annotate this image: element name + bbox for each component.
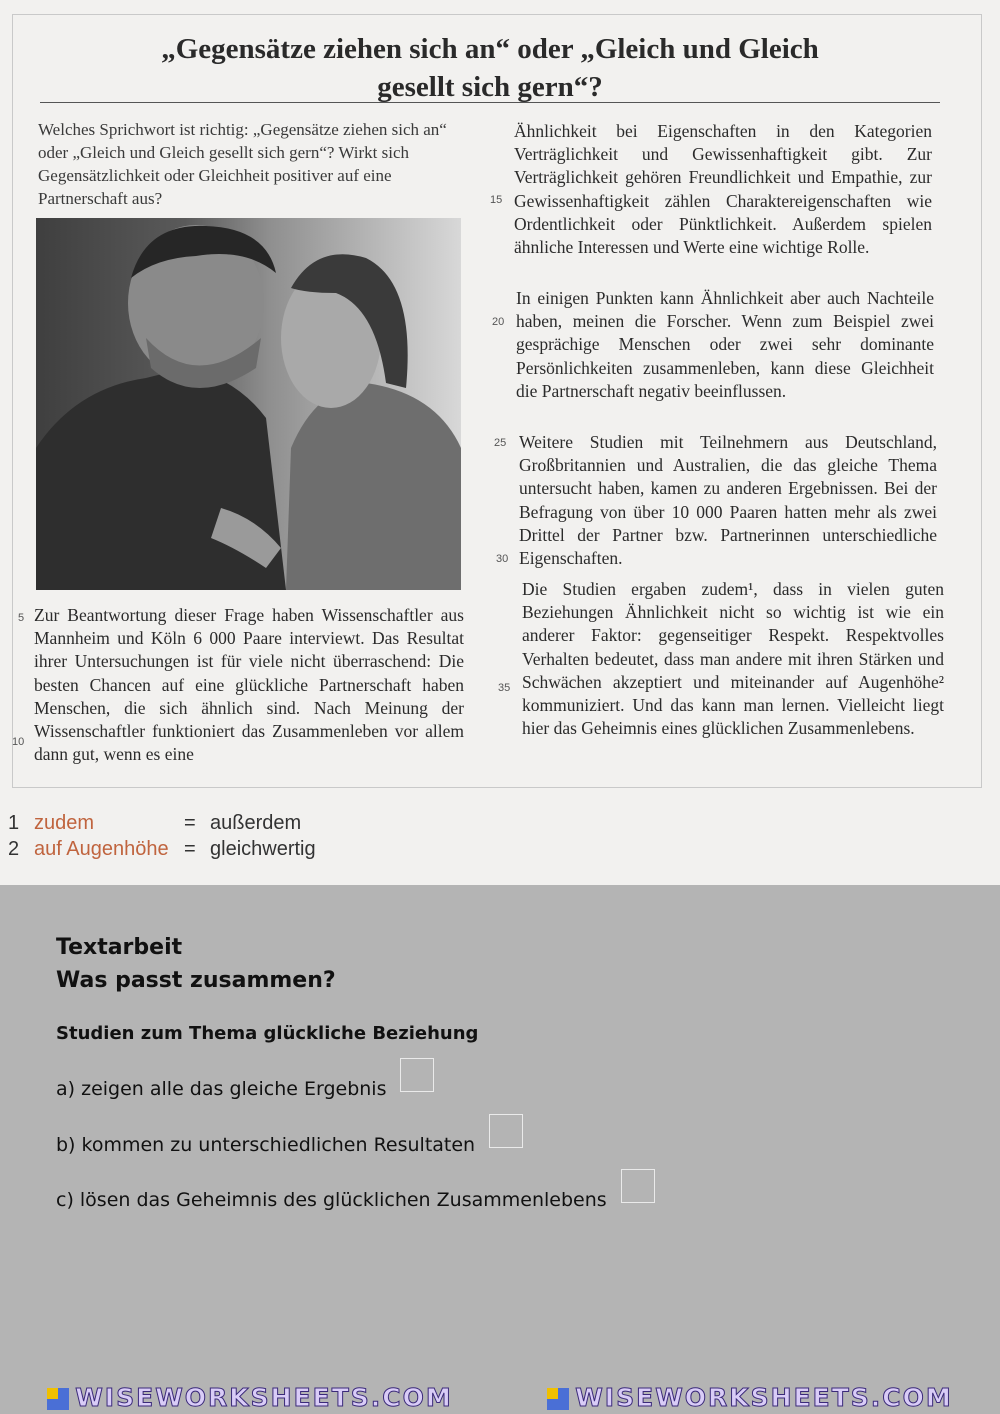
exercise-question: Was passt zusammen? xyxy=(56,968,336,993)
glossary-number: 1 xyxy=(8,812,20,834)
footer-text-1: WISEWORKSHEETS.COM xyxy=(75,1383,453,1412)
paragraph-3: In einigen Punkten kann Ähnlichkeit aber auch Nachteile haben, meinen die Forscher. Wenn zum Beispiel zwei gesprächige Menschen oder zwei sehr dominante Persönlichkeiten zusammenleben, kann diese Gleichheit die Partnerschaft negativ beeinflussen. xyxy=(516,288,934,401)
glossary-term: auf Augenhöhe xyxy=(34,838,169,860)
paragraph-1: Zur Beantwortung dieser Frage haben Wissenschaftler aus Mannheim und Köln 6 000 Paare interviewt. Das Resultat ihrer Untersuchungen ist für viele nicht überraschend: Die besten Chancen auf eine glückliche Partnerschaft haben Menschen, die sich ähnlich sind. Nach Meinung der Wissenschaftler funktioniert das Zusammenleben vor allem dann gut, wenn es eine xyxy=(34,605,464,765)
glossary-item-1 xyxy=(8,812,301,835)
option-a xyxy=(56,1078,434,1100)
footer-brand-2 xyxy=(547,1383,953,1412)
line-number-25: 25 xyxy=(494,437,507,449)
paragraph-5: Die Studien ergaben zudem¹, dass in vielen guten Beziehungen Ähnlichkeit nicht so wichtig ist wie ein anderer Faktor: gegenseitiger Respekt. Respektvolles Verhalten bedeutet, dass man andere mit ihren Stärken und Schwächen akzeptiert und miteinander auf Augenhöhe² kommuniziert. Und das kann man lernen. Vielleicht liegt hier das Geheimnis eines glücklichen Zusammenlebens. xyxy=(522,579,944,739)
line-number-30: 30 xyxy=(496,553,509,565)
line-number-10: 10 xyxy=(12,736,25,748)
footer-banner xyxy=(0,1381,1000,1414)
exercise-heading: Textarbeit xyxy=(56,935,183,960)
title-line-2: gesellt sich gern“? xyxy=(377,71,603,103)
line-number-15: 15 xyxy=(490,194,503,206)
paragraph-2: Ähnlichkeit bei Eigenschaften in den Kategorien Verträglichkeit und Gewissenhaftigkeit gibt. Zur Verträglichkeit gehören Freundlichkeit und Empathie, zur Gewissenhaftigkeit zählen Charaktereigenschaften wie Ordentlichkeit oder Pünktlichkeit. Außerdem spielen ähnliche Interessen und Werte eine wichtige Rolle. xyxy=(514,121,932,258)
footer-brand-1 xyxy=(47,1383,453,1412)
option-c xyxy=(56,1189,655,1211)
glossary-meaning: außerdem xyxy=(210,812,302,834)
option-c-label: c) lösen das Geheimnis des glücklichen Zusammenlebens xyxy=(56,1189,607,1211)
line-number-35: 35 xyxy=(498,682,511,694)
article-title xyxy=(60,30,920,106)
exercise-subheading: Studien zum Thema glückliche Beziehung xyxy=(56,1023,479,1044)
option-a-checkbox[interactable] xyxy=(400,1058,434,1092)
option-b xyxy=(56,1134,523,1156)
glossary-number: 2 xyxy=(8,838,20,860)
option-b-checkbox[interactable] xyxy=(489,1114,523,1148)
title-line-1: „Gegensätze ziehen sich an“ oder „Gleich und Gleich xyxy=(161,33,819,65)
wiseworksheets-logo-icon xyxy=(47,1388,69,1410)
glossary-term: zudem xyxy=(34,812,95,834)
footer-text-2: WISEWORKSHEETS.COM xyxy=(575,1383,953,1412)
line-number-5: 5 xyxy=(18,612,25,624)
glossary-equals: = xyxy=(184,812,196,834)
couple-photo-illustration xyxy=(36,218,461,590)
option-c-checkbox[interactable] xyxy=(621,1169,655,1203)
line-number-20: 20 xyxy=(492,316,505,328)
wiseworksheets-logo-icon xyxy=(547,1388,569,1410)
option-a-label: a) zeigen alle das gleiche Ergebnis xyxy=(56,1078,387,1100)
glossary-item-2 xyxy=(8,838,316,861)
title-divider xyxy=(40,102,940,103)
couple-photo xyxy=(36,218,461,590)
option-b-label: b) kommen zu unterschiedlichen Resultaten xyxy=(56,1134,476,1156)
glossary-equals: = xyxy=(184,838,196,860)
intro-question: Welches Sprichwort ist richtig: „Gegensätze ziehen sich an“ oder „Gleich und Gleich gesellt sich gern“? Wirkt sich Gegensätzlichkeit oder Gleichheit positiver auf eine Partnerschaft aus? xyxy=(38,120,447,208)
glossary-meaning: gleichwertig xyxy=(210,838,316,860)
paragraph-4: Weitere Studien mit Teilnehmern aus Deutschland, Großbritannien und Australien, die das gleiche Thema untersucht haben, kamen zu anderen Ergebnissen. Bei der Befragung von über 10 000 Paaren hatten mehr als zwei Drittel der Partner bzw. Partnerinnen unterschiedliche Eigenschaften. xyxy=(519,432,937,569)
